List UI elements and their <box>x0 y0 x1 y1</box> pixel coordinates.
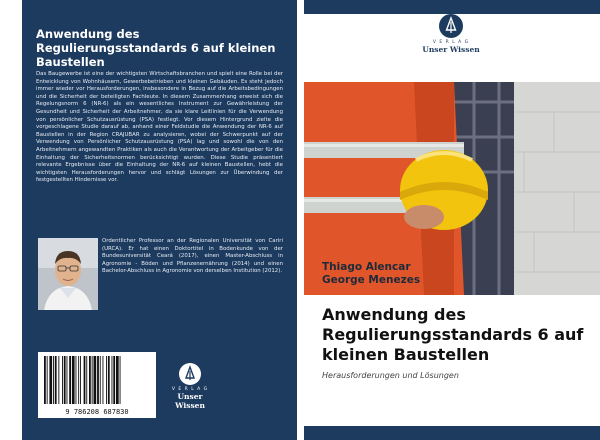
barcode-bar <box>72 356 75 404</box>
barcode-bar <box>76 356 77 404</box>
barcode-bar <box>106 356 107 404</box>
front-cover-subtitle: Herausforderungen und Lösungen <box>322 371 459 380</box>
barcode-bar <box>94 356 97 404</box>
barcode-bar <box>86 356 87 404</box>
barcode-bar <box>113 356 115 404</box>
publisher-verlag-label: V E R L A G <box>432 40 470 45</box>
barcode-bar <box>80 356 81 404</box>
publisher-logo-front <box>408 14 494 54</box>
barcode-bar <box>103 356 104 404</box>
front-cover-title: Anwendung des Regulierungsstandards 6 auf kleinen Baustellen <box>322 305 584 364</box>
front-top-bar <box>304 0 600 14</box>
barcode-bar <box>55 356 57 404</box>
author-bio: Ordentlicher Professor an der Regionalen Universität von Cariri (URCA). Er hat einen Doktortitel in Bodenkunde von der Bundesuniversität Ceará (2017), einen Master-Abschluss in Agronomie - Böden und Pflanzenernährung (2014) und einen Bachelor-Abschluss in Agronomie von derselben Institution (2012). <box>102 238 283 275</box>
barcode-bar <box>100 356 101 404</box>
barcode-bar <box>49 356 52 404</box>
publisher-name: Unser Wissen <box>175 392 205 410</box>
front-bottom-bar <box>304 426 600 440</box>
book-spine <box>297 0 304 440</box>
barcode-bar <box>58 356 59 404</box>
barcode-bar <box>53 356 54 404</box>
publisher-emblem-icon <box>439 14 463 38</box>
barcode-bar <box>44 356 46 404</box>
barcode-bar <box>84 356 86 404</box>
barcode-bar <box>92 356 93 404</box>
author-photo <box>38 238 98 310</box>
barcode-bar <box>112 356 113 404</box>
barcode-bar <box>62 356 63 404</box>
barcode-bar <box>89 356 91 404</box>
publisher-verlag-label: V E R L A G <box>171 387 209 392</box>
barcode-bar <box>67 356 68 404</box>
author-name-2: George Menezes <box>322 274 421 286</box>
barcode-graphic <box>38 352 156 418</box>
author-name-1: Thiago Alencar <box>322 261 411 273</box>
barcode-bar <box>108 356 110 404</box>
isbn-barcode <box>38 352 156 418</box>
author-portrait-image <box>38 238 98 310</box>
publisher-name: Unser Wissen <box>422 45 480 54</box>
barcode-bar <box>69 356 71 404</box>
publisher-logo-back <box>162 363 218 410</box>
back-cover-title: Anwendung des Regulierungsstandards 6 auf kleinen Baustellen <box>36 27 276 69</box>
barcode-bar <box>64 356 66 404</box>
barcode-bar <box>120 356 121 404</box>
barcode-bar <box>47 356 48 404</box>
isbn-number: 9 786208 687830 <box>65 408 129 416</box>
barcode-bar <box>97 356 99 404</box>
barcode-bar <box>116 356 119 404</box>
back-cover <box>22 0 297 440</box>
barcode-bar <box>78 356 79 404</box>
back-cover-blurb: Das Baugewerbe ist eine der wichtigsten Wirtschaftsbranchen und spielt eine Rolle bei der Entwicklung von Wohnhäusern, Gewerbebetrieben und kleinen Gebäuden. Es steht jedoch immer wieder vor Herausforderungen, insbesondere in Bezug auf die Arbeitsbedingungen und die Sicherheit der beteiligten Fachleute. In diesem Zusammenhang erweist sich die Regelungsnorm 6 (NR-6) als ein wesentliches Instrument zur Gewährleistung der Gesundheit und Sicherheit der Arbeitnehmer, da sie klare Leitlinien für die Verwendung von persönlicher Schutzausrüstung (PSA) festlegt. Vor diesem Hintergrund zielte die vorgeschlagene Studie darauf ab, anhand einer Feldstudie die Anwendung der NR-6 auf Baustellen in der Region CRAJUBAR zu analysieren, wobei der Schwerpunkt auf der Verwendung von Persönlicher Schutzausrüstung (PSA) lag und sowohl die von den Arbeitnehmern angewandten Praktiken als auch die Verantwortung der Arbeitgeber für die Einhaltung der Sicherheitsnormen berücksichtigt wurden. Diese Studie präsentiert relevante Ergebnisse über die Einhaltung der NR-6 auf kleinen Baustellen, hebt die wichtigsten Herausforderungen hervor und schlägt Lösungen zur Überwindung der festgestellten Hindernisse vor. <box>36 71 283 184</box>
publisher-emblem-icon <box>179 363 201 385</box>
